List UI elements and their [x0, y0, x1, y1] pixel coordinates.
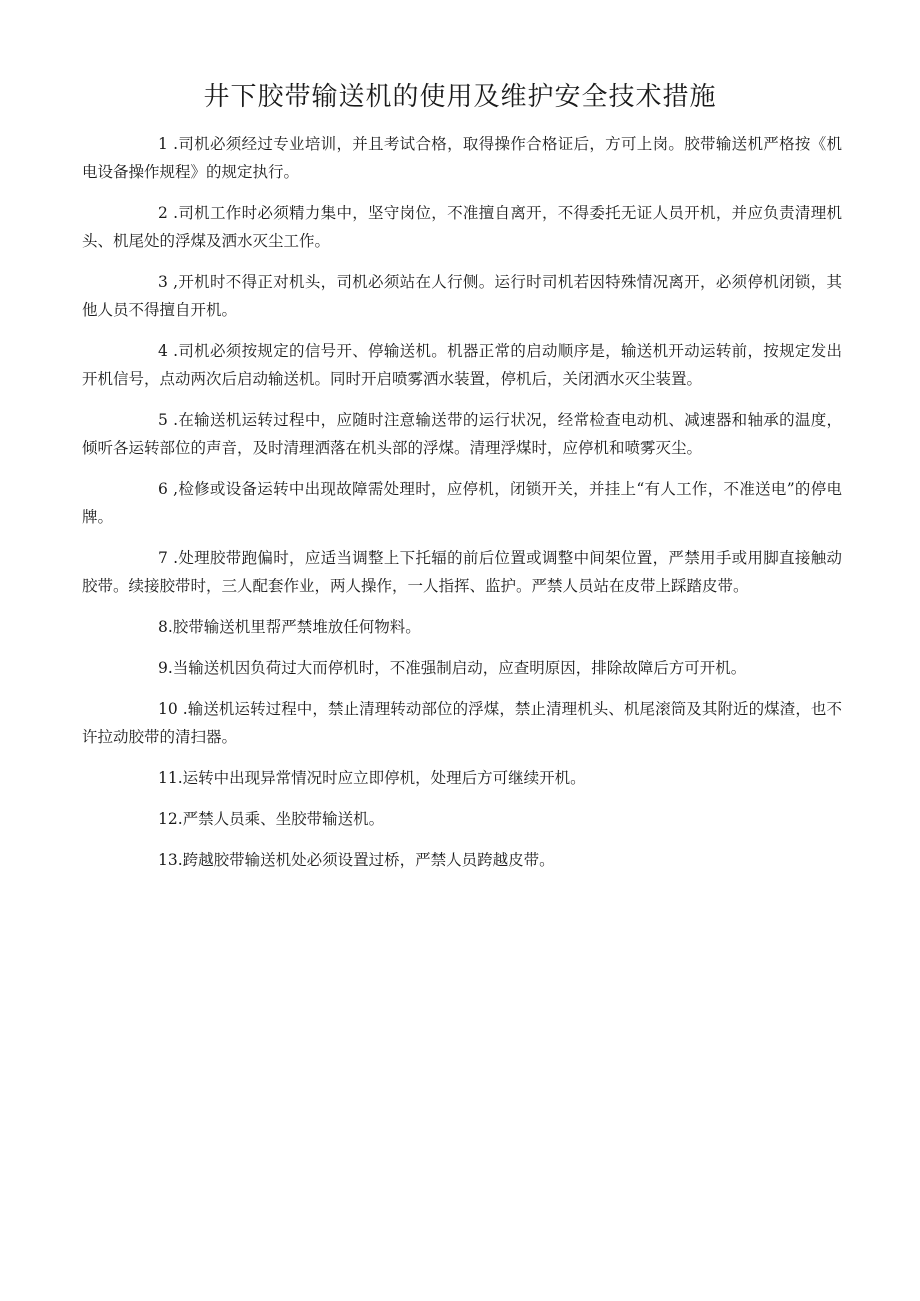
list-item	[82, 544, 842, 600]
item-text: .输送机运转过程中，禁止清理转动部位的浮煤，禁止清理机头、机尾滚筒及其附近的煤渣，也不许拉动胶带的清扫器。	[82, 700, 842, 746]
item-number: 9	[158, 659, 168, 677]
item-text: .司机必须按规定的信号开、停输送机。机器正常的启动顺序是，输送机开动运转前，按规定发出开机信号，点动两次后启动输送机。同时开启喷雾洒水装置，停机后，关闭洒水灭尘装置。	[82, 342, 842, 388]
item-text: .在输送机运转过程中，应随时注意输送带的运行状况，经常检查电动机、减速器和轴承的温度，倾听各运转部位的声音，及时清理洒落在机头部的浮煤。清理浮煤时，应停机和喷雾灭尘。	[82, 411, 842, 457]
item-number: 8	[158, 618, 168, 636]
item-number: 13	[158, 851, 178, 869]
item-number: 10	[158, 700, 178, 718]
item-text: .胶带输送机里帮严禁堆放任何物料。	[167, 618, 421, 636]
item-text: .跨越胶带输送机处必须设置过桥，严禁人员跨越皮带。	[177, 851, 555, 869]
item-number: 1	[158, 135, 168, 153]
list-item	[82, 406, 842, 462]
item-number: 5	[158, 411, 168, 429]
list-item	[82, 805, 842, 833]
item-number: 7	[158, 549, 168, 567]
item-text: .严禁人员乘、坐胶带输送机。	[177, 810, 385, 828]
list-item	[82, 268, 842, 324]
list-item	[82, 130, 842, 186]
item-number: 6	[158, 480, 168, 498]
item-number: 4	[158, 342, 168, 360]
document-body	[82, 130, 842, 887]
item-text: .运转中出现异常情况时应立即停机，处理后方可继续开机。	[177, 769, 586, 787]
item-number: 2	[158, 204, 168, 222]
list-item	[82, 846, 842, 874]
item-text: .当输送机因负荷过大而停机时，不准强制启动，应查明原因，排除故障后方可开机。	[167, 659, 747, 677]
item-text: .司机必须经过专业培训，并且考试合格，取得操作合格证后，方可上岗。胶带输送机严格按《机电设备操作规程》的规定执行。	[82, 135, 842, 181]
list-item	[82, 199, 842, 255]
page-title: 井下胶带输送机的使用及维护安全技术措施	[203, 82, 717, 112]
item-text: ,开机时不得正对机头，司机必须站在人行侧。运行时司机若因特殊情况离开，必须停机闭锁，其他人员不得擅自开机。	[82, 273, 842, 319]
list-item	[82, 613, 842, 641]
list-item	[82, 695, 842, 751]
list-item	[82, 654, 842, 682]
item-text: .处理胶带跑偏时，应适当调整上下托辐的前后位置或调整中间架位置，严禁用手或用脚直接触动胶带。续接胶带时，三人配套作业，两人操作，一人指挥、监护。严禁人员站在皮带上踩踏皮带。	[82, 549, 842, 595]
list-item	[82, 337, 842, 393]
item-number: 12	[158, 810, 178, 828]
item-text: ,检修或设备运转中出现故障需处理时，应停机，闭锁开关，并挂上“有人工作，不准送电”的停电牌。	[82, 480, 843, 526]
item-text: .司机工作时必须精力集中，坚守岗位，不准擅自离开，不得委托无证人员开机，并应负责清理机头、机尾处的浮煤及洒水灭尘工作。	[82, 204, 842, 250]
list-item	[82, 475, 842, 531]
item-number: 11	[158, 769, 178, 787]
item-number: 3	[158, 273, 168, 291]
list-item	[82, 764, 842, 792]
